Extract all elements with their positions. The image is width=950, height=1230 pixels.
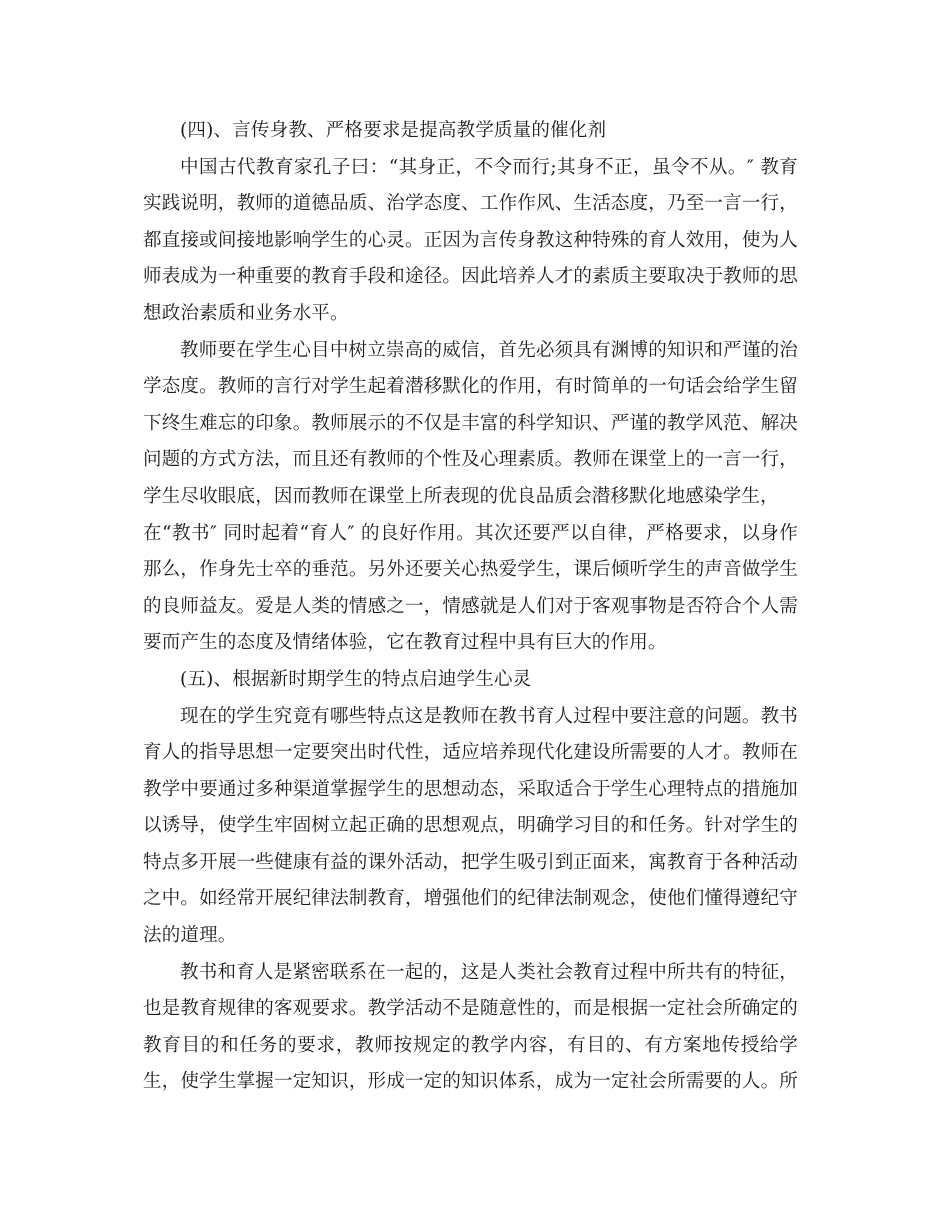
text-line: 下终生难忘的印象。教师展示的不仅是丰富的科学知识、严谨的教学风范、解决 xyxy=(143,412,798,434)
text-line: 生，使学生掌握一定知识，形成一定的知识体系，成为一定社会所需要的人。所 xyxy=(143,1071,798,1093)
text-line: 那么，作身先士卒的垂范。另外还要关心热爱学生，课后倾听学生的声音做学生 xyxy=(143,559,798,581)
text-line: 都直接或间接地影响学生的心灵。正因为言传身教这种特殊的育人效用，使为人 xyxy=(143,229,798,251)
text-line: 教学中要通过多种渠道掌握学生的思想动态，采取适合于学生心理特点的措施加 xyxy=(143,778,798,800)
text-line: 之中。如经常开展纪律法制教育，增强他们的纪律法制观念，使他们懂得遵纪守 xyxy=(143,888,798,910)
text-line: (四)、言传身教、严格要求是提高教学质量的催化剂 xyxy=(180,120,607,141)
text-line: 问题的方式方法，而且还有教师的个性及心理素质。教师在课堂上的一言一行， xyxy=(143,449,798,471)
text-line: 实践说明，教师的道德品质、治学态度、工作作风、生活态度，乃至一言一行， xyxy=(143,193,798,215)
text-line: 学生尽收眼底，因而教师在课堂上所表现的优良品质会潜移默化地感染学生， xyxy=(143,485,779,507)
text-line: 育人的指导思想一定要突出时代性，适应培养现代化建设所需要的人才。教师在 xyxy=(143,742,798,764)
text-line: 要而产生的态度及情绪体验，它在教育过程中具有巨大的作用。 xyxy=(143,632,667,654)
text-line: 学态度。教师的言行对学生起着潜移默化的作用，有时简单的一句话会给学生留 xyxy=(143,376,798,398)
text-line: 也是教育规律的客观要求。教学活动不是随意性的，而是根据一定社会所确定的 xyxy=(143,998,798,1020)
text-line: 现在的学生究竟有哪些特点这是教师在教书育人过程中要注意的问题。教书 xyxy=(180,705,798,727)
text-line: 的良师益友。爱是人类的情感之一，情感就是人们对于客观事物是否符合个人需 xyxy=(143,595,798,617)
document-page xyxy=(143,113,798,1101)
text-line: 教育目的和任务的要求，教师按规定的教学内容，有目的、有方案地传授给学 xyxy=(143,1034,798,1056)
text-line: 教书和育人是紧密联系在一起的，这是人类社会教育过程中所共有的特征， xyxy=(180,961,798,983)
text-line: 想政治素质和业务水平。 xyxy=(143,302,349,324)
text-line: 特点多开展一些健康有益的课外活动，把学生吸引到正面来，寓教育于各种活动 xyxy=(143,851,798,873)
text-line: 中国古代教育家孔子曰：“其身正，不令而行;其身不正，虽令不从。″ 教育 xyxy=(180,156,798,178)
text-line: 在“教书″ 同时起着“育人″ 的良好作用。其次还要严以自律，严格要求，以身作 xyxy=(143,522,798,544)
text-line: 法的道理。 xyxy=(143,925,237,947)
text-line: (五)、根据新时期学生的特点启迪学生心灵 xyxy=(180,668,532,690)
text-line: 师表成为一种重要的教育手段和途径。因此培养人才的素质主要取决于教师的思 xyxy=(143,266,798,288)
text-line: 以诱导，使学生牢固树立起正确的思想观点，明确学习目的和任务。针对学生的 xyxy=(143,815,798,837)
text-line: 教师要在学生心目中树立崇高的威信，首先必须具有渊博的知识和严谨的治 xyxy=(180,339,798,361)
